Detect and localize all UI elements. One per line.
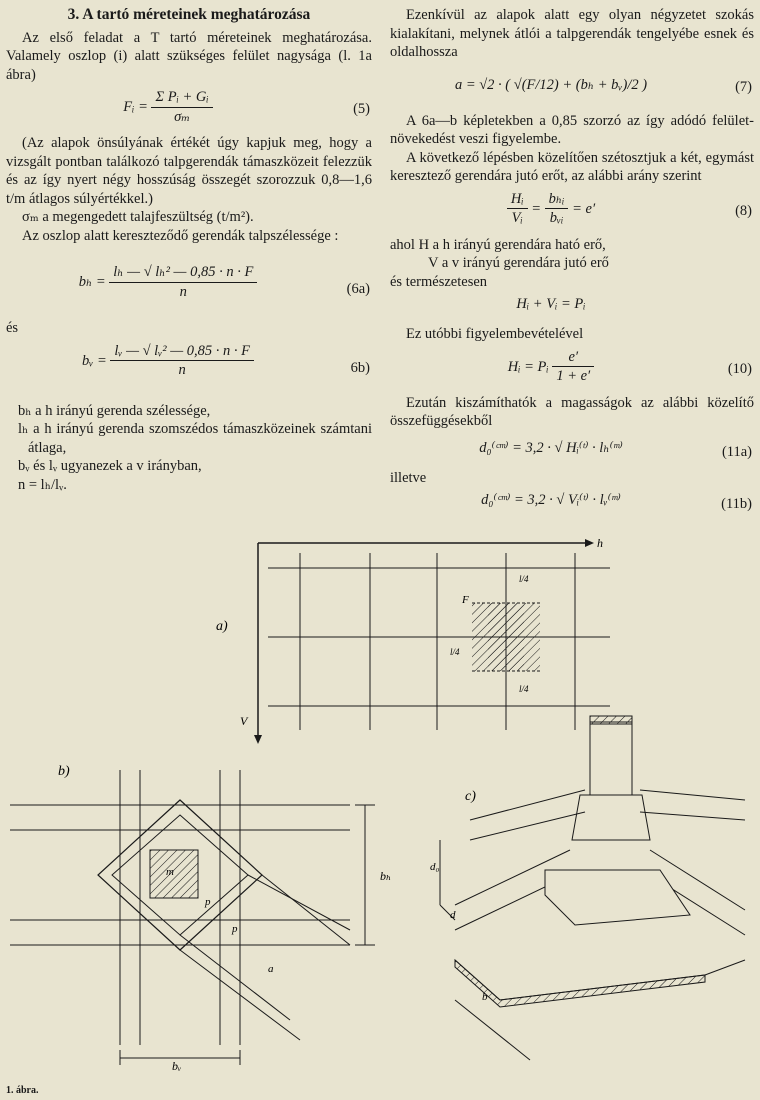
equation-5: Fᵢ = $\frac{\text{Σ Pᵢ + Gᵢ}}{\text{σₘ}}$ (5) (123, 89, 370, 125)
equation-number: (8) (735, 202, 752, 219)
equation-8: $\frac{\text{Hᵢ}}{\text{Vᵢ}}$ = $\frac{\text{bₕᵢ}}{\text{bᵥᵢ}}$ = e′ (8) (390, 190, 754, 232)
equation-7: a = √2 · ( √(F/12) + (bₕ + bᵥ)/2 ) (7) (454, 76, 752, 95)
figure-b-label: b) (58, 764, 70, 779)
figure-b-beam-plan (10, 770, 375, 1065)
figure-caption: 1. ábra. (6, 1085, 39, 1096)
left-paragraph-1: Az első feladat a T tartó méreteinek meghatározása. Valamely oszlop (i) alatt szükséges felület nagysága (l. 1a ábra) (6, 29, 372, 83)
equation-number: (10) (727, 360, 752, 377)
figure-c-isometric-view (440, 716, 745, 1060)
v-axis-label: V (240, 714, 248, 728)
left-paragraph-2: (Az alapok önsúlyának értékét úgy kapjuk meg, hogy a vizsgált pontban találkozó talpgerendák támaszközeit felezzük és az így nyert négy hosszúság összegét szorozzuk 0,8—1,6 t/m átlagos súlyértékkel.) (6, 135, 372, 207)
v-axis-arrow-icon (254, 735, 262, 744)
figure-a-grid-plan (258, 543, 610, 735)
quarter-label-left: l/4 (450, 647, 460, 657)
equation-number: (5) (353, 100, 370, 117)
quarter-label-top: l/4 (519, 574, 529, 584)
right-paragraph-3: A következő lépésben közelítően szétosztjuk a két, egymást keresztező gerendára jutó erőt, az alábbi arány szerint (390, 149, 754, 184)
right-paragraph-6: és természetesen (390, 273, 488, 290)
p-label-2: p (232, 923, 238, 935)
d-label: d (450, 909, 456, 921)
m-label: m (166, 866, 174, 878)
right-paragraph-2: A 6a—b képletekben a 0,85 szorzó az így adódó felület-növekedést veszi figyelembe. (390, 112, 754, 147)
equation-11b: d₀⁽ᶜᵐ⁾ = 3,2 · √ Vᵢ⁽ᵗ⁾ · lᵥ⁽ᵐ⁾ (11b) (481, 492, 752, 512)
p-label-1: p (205, 896, 211, 908)
right-paragraph-1: Ezenkívül az alapok alatt egy olyan négyzetet szokás kialakítani, melynek átlói a talpgerendák tengelyébe esnek és oldalhossza (390, 7, 754, 60)
figure-1 (0, 528, 760, 1083)
quarter-label-bottom: l/4 (519, 684, 529, 694)
equation-10: Hᵢ = Pᵢ $\frac{e'}{1 + e'}$ (10) (507, 348, 752, 384)
definition-n: n = lₕ/lᵥ. (18, 476, 67, 493)
definition-bh: bₕ a h irányú gerenda szélessége, (18, 402, 211, 419)
equation-6b: bᵥ = $\frac{\text{lᵥ — √ lᵥ² — 0,85 · n · F}}{n}$ 6b) (82, 342, 370, 378)
right-paragraph-7: Ez utóbbi figyelembevételével (406, 326, 584, 342)
equation-number: (11a) (721, 443, 752, 460)
section-heading: 3. A tartó méreteinek meghatározása (67, 6, 311, 23)
bh-dimension-label: bₕ (380, 869, 392, 883)
a-dimension-label: a (268, 963, 274, 975)
equation-11a: d₀⁽ᶜᵐ⁾ = 3,2 · √ Hᵢ⁽ᵗ⁾ · lₕ⁽ᵐ⁾ (11a) (479, 439, 752, 460)
d0-label: d₀ (430, 861, 440, 873)
bv-dimension-label: bᵥ (172, 1059, 182, 1073)
F-label: F (462, 594, 469, 606)
equation-6a: bₕ = $\frac{\text{lₕ — √ lₕ² — 0,85 · n · F}}{n}$ (6a) (78, 264, 370, 300)
right-paragraph-5: V a v irányú gerendára jutó erő (428, 255, 609, 271)
left-paragraph-3: σₘ a megengedett talajfeszültség (t/m²). (22, 209, 254, 225)
definition-lh: lₕ a h irányú gerenda szomszédos támaszközeinek számtani átlaga, (18, 421, 372, 456)
right-column (390, 6, 754, 521)
h-axis-arrow-icon (585, 539, 594, 547)
equation-number: (11b) (721, 495, 752, 512)
equation-number: 6b) (350, 359, 370, 376)
b-label: b (482, 991, 488, 1003)
left-paragraph-4: Az oszlop alatt kereszteződő gerendák talpszélessége : (22, 227, 339, 244)
conjunction-illetve: illetve (390, 469, 427, 486)
figure-c-label: c) (465, 789, 476, 804)
column-footprint (150, 850, 198, 898)
right-paragraph-8: Ezután kiszámíthatók a magasságok az alábbi közelítő összefüggésekből (390, 394, 754, 429)
left-column (6, 6, 372, 494)
figure-a-label: a) (216, 619, 228, 634)
equation-9: Hᵢ + Vᵢ = Pᵢ (516, 296, 586, 312)
definition-bv-lv: bᵥ és lᵥ ugyanezek a v irányban, (18, 458, 202, 474)
h-axis-label: h (597, 536, 603, 550)
equation-number: (7) (735, 78, 752, 95)
right-paragraph-4: ahol H a h irányú gerendára ható erő, (390, 236, 606, 253)
equation-number: (6a) (346, 280, 370, 297)
conjunction-es: és (6, 320, 19, 336)
